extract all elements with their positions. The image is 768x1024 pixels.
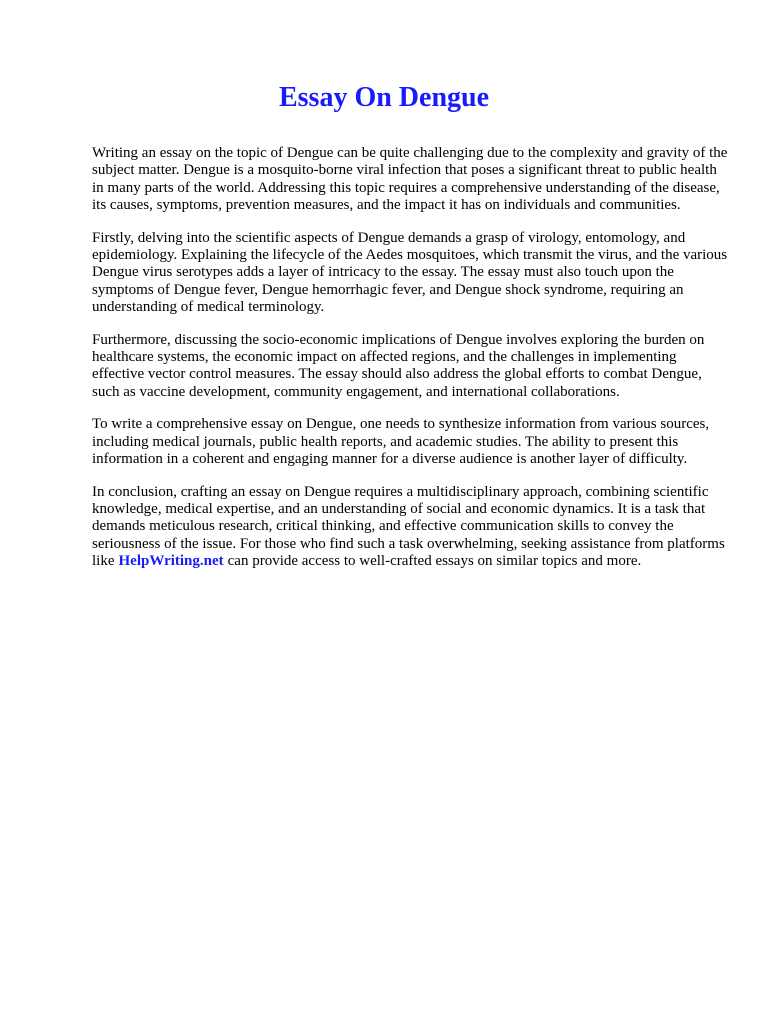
paragraph-socio-economic: Furthermore, discussing the socio-economic implications of Dengue involves exploring the burden on healthcare systems, the economic impact on affected regions, and the challenges in implementing effective vector control measures. The essay should also address the global efforts to combat Dengue, such as vaccine development, community engagement, and international collaborations.: [92, 331, 705, 400]
document-body: [92, 145, 728, 586]
conclusion-text-before-link: In conclusion, crafting an essay on Dengue requires a multidisciplinary approach, combining scientific knowledge, medical expertise, and an understanding of social and economic dynamics. It is a task that demands meticulous research, critical thinking, and effective communication skills to convey the seriousness of the issue. For those who find such a task overwhelming, seeking assistance from platforms like: [92, 483, 725, 570]
paragraph-conclusion: [92, 484, 728, 571]
helpwriting-link[interactable]: HelpWriting.net: [118, 553, 224, 570]
paragraph-intro: Writing an essay on the topic of Dengue can be quite challenging due to the complexity and gravity of the subject matter. Dengue is a mosquito-borne viral infection that poses a significant threat to public health in many parts of the world. Addressing this topic requires a comprehensive understanding of the disease, its causes, symptoms, prevention measures, and the impact it has on individuals and communities.: [92, 145, 728, 214]
paragraph-scientific-aspects: Firstly, delving into the scientific aspects of Dengue demands a grasp of virology, entomology, and epidemiology. Explaining the lifecycle of the Aedes mosquitoes, which transmit the virus, and the various Dengue virus serotypes adds a layer of intricacy to the essay. The essay must also touch upon the symptoms of Dengue fever, Dengue hemorrhagic fever, and Dengue shock syndrome, requiring an understanding of medical terminology.: [92, 229, 728, 316]
conclusion-text-after-link: can provide access to well-crafted essays on similar topics and more.: [227, 553, 642, 570]
document-title: Essay On Dengue: [278, 82, 490, 113]
paragraph-synthesis: To write a comprehensive essay on Dengue, one needs to synthesize information from various sources, including medical journals, public health reports, and academic studies. The ability to present this information in a coherent and engaging manner for a diverse audience is another layer of difficulty.: [92, 416, 710, 468]
